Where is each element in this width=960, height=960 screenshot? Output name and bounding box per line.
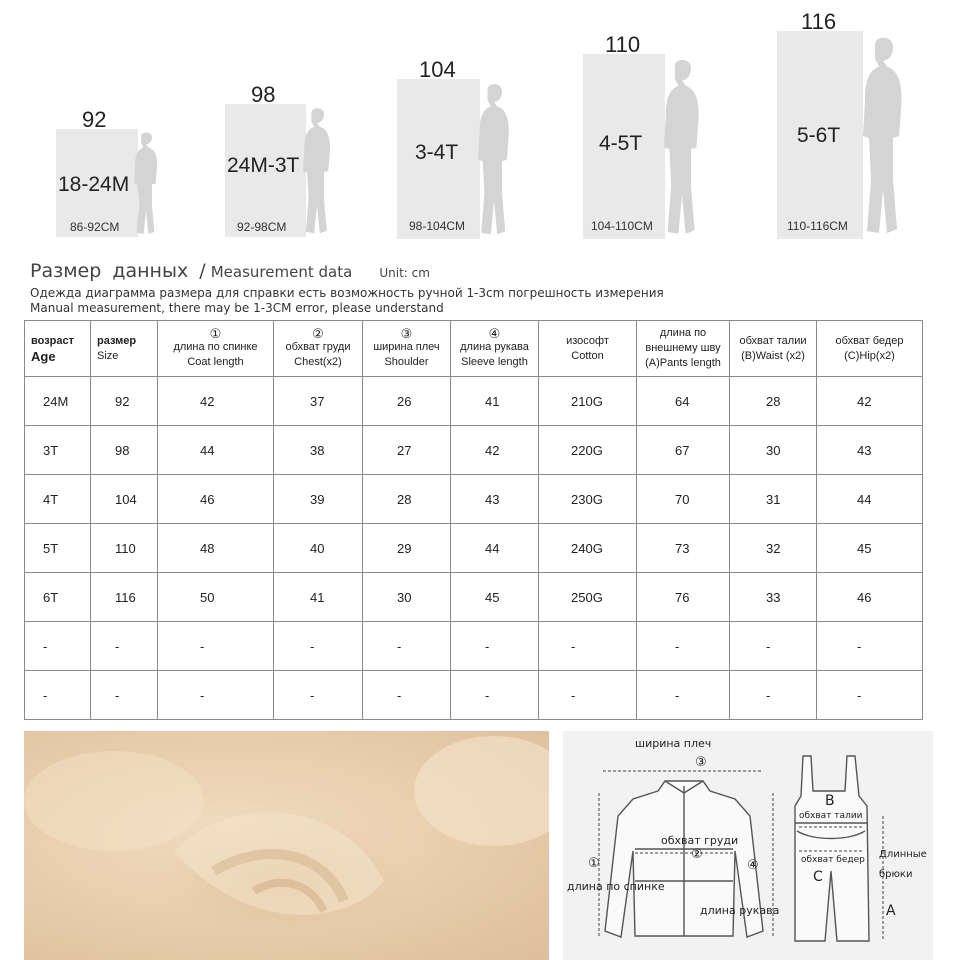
cell-value: - [485,687,490,703]
cell-value: 46 [200,491,215,507]
table-row [25,475,923,524]
table-cell [451,377,539,426]
table-cell [25,475,91,524]
cell-value: - [571,638,576,654]
table-cell [91,573,158,622]
table-cell [25,622,91,671]
cell-value: - [571,687,576,703]
header-en: (B)Waist (x2) [741,349,805,362]
cell-value: - [115,687,120,703]
cell-value: 5T [43,540,59,556]
table-cell [25,377,91,426]
measurement-title [30,260,430,282]
table-cell [539,377,637,426]
table-cell [637,573,730,622]
chest-mark: ② [691,847,703,862]
waist-mark: B [825,793,835,809]
size-number: 104 [419,57,456,82]
chest-label: обхват груди [661,834,739,847]
header-circle-number: ④ [488,325,501,341]
cell-value: 45 [857,540,872,556]
table-cell [637,671,730,720]
cell-value: 27 [397,442,412,458]
cell-value: 46 [857,589,872,605]
header-circle-number: ① [209,325,222,341]
child-silhouette-icon [128,129,164,237]
header-ru: ширина плеч [373,340,440,353]
sleeve-label: длина рукава [700,904,780,917]
cell-value: 40 [310,540,325,556]
table-cell [363,622,451,671]
child-silhouette-icon [296,104,338,237]
size-number: 116 [801,9,837,34]
cell-value: - [675,687,680,703]
cell-value: 44 [485,540,500,556]
table-cell [91,622,158,671]
cell-value: 41 [310,589,325,605]
column-header [817,321,923,377]
cell-value: 210G [571,393,603,409]
shoulder-mark: ③ [695,755,707,770]
child-silhouette-icon [655,54,709,239]
table-cell [730,426,817,475]
table-row [25,377,923,426]
cell-value: - [857,638,862,654]
size-range: 104-110CM [591,219,653,233]
header-en: Coat length [187,355,244,368]
table-cell [817,524,923,573]
table-cell [274,524,363,573]
size-number: 92 [82,107,107,132]
size-age: 18-24M [58,173,130,196]
cell-value: 48 [200,540,215,556]
header-ru: возраст [31,334,75,347]
size-age: 3-4T [415,141,459,164]
table-cell [539,671,637,720]
table-cell [730,377,817,426]
table-cell [817,671,923,720]
cell-value: - [310,687,315,703]
table-cell [25,426,91,475]
table-cell [730,671,817,720]
header-en: (C)Hip(x2) [844,349,895,362]
hip-label: обхват бедер [801,855,865,865]
cell-value: - [397,638,402,654]
table-cell [637,377,730,426]
table-cell [363,671,451,720]
size-card [56,107,188,237]
table-cell [451,475,539,524]
table-cell [539,573,637,622]
size-card [777,9,913,239]
header-ru: изософт [566,334,609,347]
cell-value: 3T [43,442,59,458]
pants-mark: A [886,903,896,919]
header-en: Sleeve length [461,355,528,368]
table-cell [91,475,158,524]
cell-value: - [766,687,771,703]
size-card [397,57,530,239]
table-cell [730,524,817,573]
cell-value: 44 [200,442,215,458]
header-en: Shoulder [384,355,429,368]
cell-value: - [200,638,205,654]
table-cell [730,573,817,622]
table-cell [158,426,274,475]
child-silhouette-icon [470,79,518,239]
table-cell [274,426,363,475]
unit-label: Unit: cm [379,266,430,280]
table-cell [451,622,539,671]
table-row [25,426,923,475]
cell-value: 42 [485,442,500,458]
size-number: 98 [251,82,276,107]
cell-value: - [485,638,490,654]
header-ru: обхват бедер [835,334,904,347]
size-card [583,32,715,239]
size-age: 24M-3T [227,154,300,177]
table-cell [363,524,451,573]
cell-value: 73 [675,540,690,556]
shoulder-label: ширина плеч [635,737,712,750]
size-card [225,82,356,237]
header-en: Size [97,349,119,362]
table-row [25,573,923,622]
cell-value: 30 [397,589,412,605]
cell-value: 230G [571,491,603,507]
header-ru: длина рукава [460,340,529,353]
table-row [25,524,923,573]
column-header [158,321,274,377]
coat-length-label: длина по спинке [567,880,665,893]
table-cell [25,524,91,573]
table-cell [817,622,923,671]
cell-value: - [43,638,48,654]
table-cell [539,475,637,524]
pants-label-2: брюки [879,869,913,880]
table-cell [158,377,274,426]
cell-value: - [310,638,315,654]
fabric-closeup-image [24,731,549,960]
header-ru: длина по внешнему шву [645,327,721,354]
note-ru: Одежда диаграмма размера для справки есть возможность ручной 1-3cm погрешность измерения [30,286,664,300]
table-cell [158,573,274,622]
hip-mark: C [813,869,823,885]
cell-value: 42 [857,393,872,409]
table-cell [539,524,637,573]
table-cell [25,573,91,622]
table-cell [451,524,539,573]
column-header [363,321,451,377]
table-cell [637,622,730,671]
table-cell [817,573,923,622]
table-cell [817,377,923,426]
cell-value: 26 [397,393,412,409]
column-header [91,321,158,377]
header-circle-number: ③ [400,325,413,341]
cell-value: - [43,687,48,703]
column-header [451,321,539,377]
size-table [24,320,923,720]
table-cell [91,377,158,426]
cell-value: 33 [766,589,781,605]
table-cell [274,377,363,426]
table-cell [91,426,158,475]
cell-value: 37 [310,393,325,409]
cell-value: 98 [115,442,130,458]
cell-value: 28 [766,393,781,409]
table-cell [451,426,539,475]
table-cell [539,622,637,671]
table-cell [451,573,539,622]
table-cell [274,622,363,671]
table-cell [158,671,274,720]
cell-value: 92 [115,393,130,409]
header-en: Chest(x2) [294,355,342,368]
cell-value: 64 [675,393,690,409]
cell-value: 45 [485,589,500,605]
table-cell [158,622,274,671]
table-cell [25,671,91,720]
cell-value: 250G [571,589,603,605]
cell-value: 38 [310,442,325,458]
cell-value: 30 [766,442,781,458]
title-ru: Размер данных / [30,260,206,282]
size-age: 4-5T [599,132,643,155]
header-en: Cotton [571,349,604,362]
cell-value: 116 [115,589,136,605]
child-silhouette-icon [853,31,913,239]
cell-value: 4T [43,491,59,507]
table-cell [539,426,637,475]
cell-value: 32 [766,540,781,556]
table-cell [637,524,730,573]
table-cell [363,426,451,475]
cell-value: 43 [485,491,500,507]
cell-value: 41 [485,393,500,409]
table-cell [91,671,158,720]
table-cell [363,573,451,622]
header-en: (A)Pants length [645,357,721,369]
cell-value: - [115,638,120,654]
table-cell [158,475,274,524]
header-ru: обхват груди [285,340,351,353]
pants-outline-icon [795,756,869,941]
table-cell [274,573,363,622]
header-circle-number: ② [312,325,324,341]
table-row [25,671,923,720]
size-range: 92-98CM [237,220,287,234]
table-cell [158,524,274,573]
note-en: Manual measurement, there may be 1-3CM error, please understand [30,301,444,315]
size-range: 98-104CM [409,219,466,233]
cell-value: 50 [200,589,215,605]
table-cell [817,475,923,524]
table-cell [91,524,158,573]
cell-value: 24M [43,393,69,409]
table-cell [730,475,817,524]
table-body [25,377,923,720]
column-header [637,321,730,377]
coat-length-mark: ① [588,856,600,871]
size-number: 110 [605,32,641,57]
size-range: 86-92CM [70,220,120,234]
cell-value: - [397,687,402,703]
table-row [25,622,923,671]
table-cell [363,475,451,524]
column-header [730,321,817,377]
sleeve-mark: ④ [747,858,759,873]
cell-value: 42 [200,393,215,409]
cell-value: 110 [115,540,136,556]
column-header [539,321,637,377]
cell-value: - [857,687,862,703]
size-age: 5-6T [797,124,841,147]
title-en: Measurement data [210,263,353,281]
garment-diagram [563,731,933,960]
header-ru: длина по спинке [173,340,258,353]
cell-value: 39 [310,491,325,507]
cell-value: - [675,638,680,654]
cell-value: 67 [675,442,690,458]
table-cell [363,377,451,426]
table-cell [730,622,817,671]
waist-label: обхват талии [799,811,863,821]
cell-value: 6T [43,589,59,605]
column-header [274,321,363,377]
cell-value: 29 [397,540,412,556]
cell-value: 76 [675,589,690,605]
header-en: Age [31,348,56,364]
table-header-row [25,321,923,377]
table-cell [637,426,730,475]
cell-value: 104 [115,491,137,507]
cell-value: 240G [571,540,603,556]
header-ru: размер [97,334,137,347]
cell-value: 70 [675,491,690,507]
cell-value: 31 [766,491,781,507]
table-cell [274,671,363,720]
size-range: 110-116CM [787,219,848,233]
cell-value: 28 [397,491,412,507]
table-cell [451,671,539,720]
header-ru: обхват талии [739,334,807,347]
cell-value: - [200,687,205,703]
table-cell [637,475,730,524]
column-header [25,321,91,377]
table-cell [817,426,923,475]
table-cell [274,475,363,524]
pants-label-1: Длинные [879,849,927,860]
cell-value: - [766,638,771,654]
cell-value: 44 [857,491,872,507]
cell-value: 220G [571,442,603,458]
cell-value: 43 [857,442,872,458]
